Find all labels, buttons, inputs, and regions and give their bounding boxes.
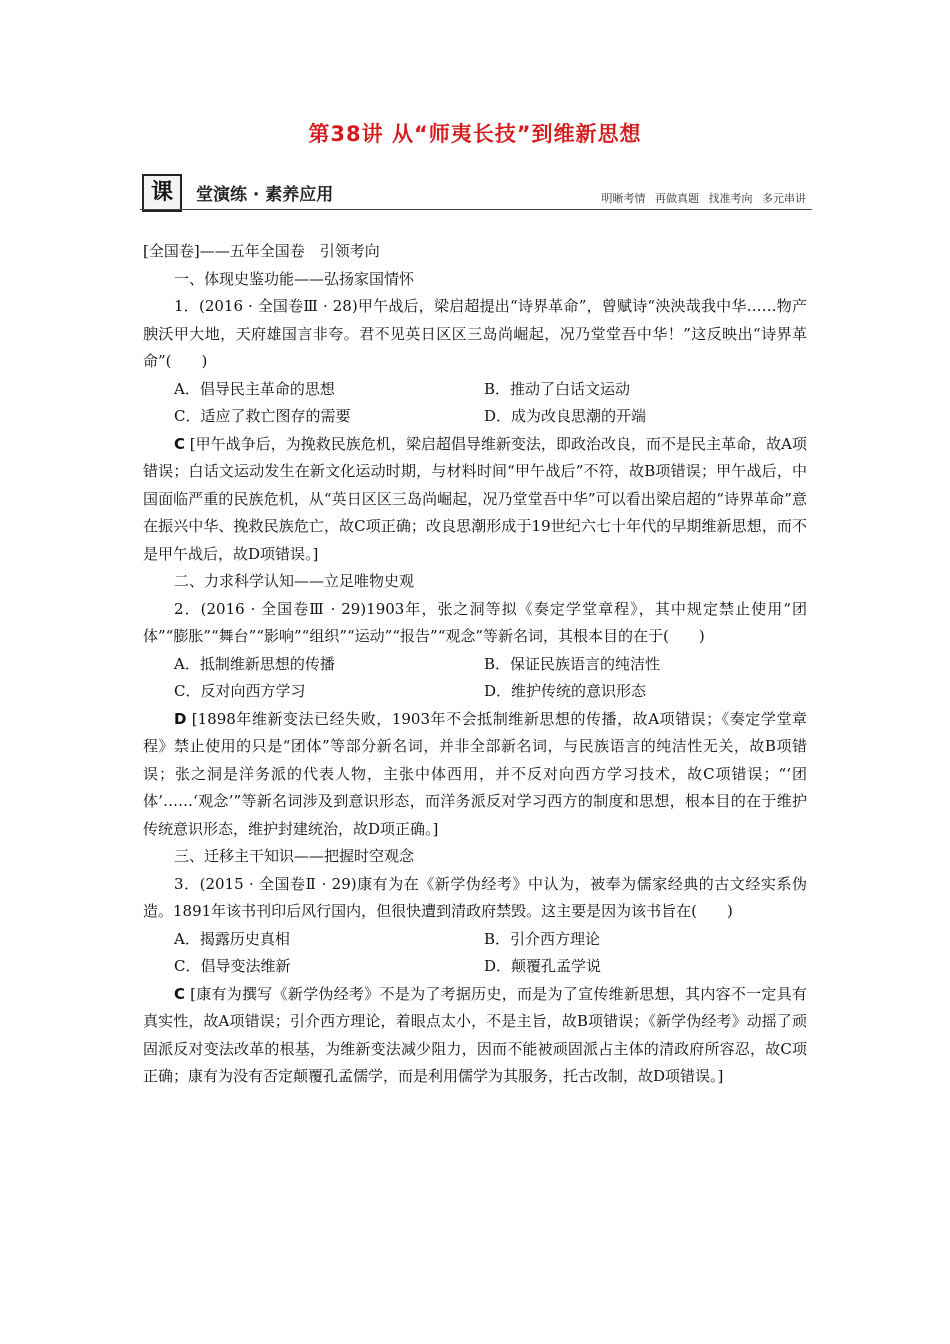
question-2: 2．(2016 · 全国卷Ⅲ · 29)1903年，张之洞等拟《奏定学堂章程》，其中规定禁止使用“团体”“膨胀”“舞台”“影响”“组织”“运动”“报告”“观念”等新名词，其根本目的在于( )	[143, 599, 807, 645]
answer-letter: D	[174, 709, 187, 728]
options-3	[143, 926, 807, 981]
banner-rule	[140, 209, 812, 210]
options-1	[143, 376, 807, 431]
question-1: 1．(2016 · 全国卷Ⅲ · 28)甲午战后，梁启超提出“诗界革命”，曾赋诗“泱泱哉我中华……物产腴沃甲大地，天府雄国言非夸。君不见英日区区三岛尚崛起，况乃堂堂吾中华！”这反映出“诗界革命”( )	[143, 297, 807, 370]
option-b: B．推动了白话文运动	[484, 379, 631, 398]
page-title: 第38讲 从“师夷长技”到维新思想	[308, 122, 642, 146]
part-heading: 二、力求科学认知——立足唯物史观	[174, 572, 415, 590]
option-a: A．倡导民主革命的思想	[174, 379, 335, 398]
section-banner	[140, 174, 812, 214]
section-title: [全国卷]——五年全国卷 引领考向	[143, 242, 380, 260]
answer-letter: C	[174, 434, 186, 453]
answer-2	[143, 706, 807, 844]
answer-letter: C	[174, 984, 186, 1003]
option-b: B．保证民族语言的纯洁性	[484, 654, 661, 673]
banner-subtitle: 堂演练 · 素养应用	[196, 185, 334, 205]
option-c: C．倡导变法维新	[174, 957, 291, 975]
banner-box: 课	[142, 174, 182, 212]
option-c: C．适应了救亡图存的需要	[174, 407, 351, 425]
option-a: A．揭露历史真相	[174, 929, 290, 948]
options-2	[143, 651, 807, 706]
option-d: D．成为改良思潮的开端	[484, 407, 647, 425]
option-b: B．引介西方理论	[484, 929, 601, 948]
answer-1	[143, 431, 807, 569]
option-d: D．颠覆孔孟学说	[484, 957, 602, 975]
option-a: A．抵制维新思想的传播	[174, 654, 335, 673]
part-heading: 一、体现史鉴功能——弘扬家国情怀	[174, 269, 415, 288]
answer-explanation: [康有为撰写《新学伪经考》不是为了考据历史，而是为了宣传维新思想，其内容不一定具有真实性，故A项错误；引介西方理论，着眼点太小，不是主旨，故B项错误；《新学伪经考》动摇了顽固派反对变法改革的根基，为维新变法减少阻力，因而不能被顽固派占主体的清政府所容忍，故C项正确；康有为没有否定颠覆孔孟儒学，而是利用儒学为其服务，托古改制，故D项错误。]	[143, 984, 807, 1085]
answer-explanation: [1898年维新变法已经失败，1903年不会抵制维新思想的传播，故A项错误；《奏定学堂章程》禁止使用的只是“团体”等部分新名词，并非全部新名词，与民族语言的纯洁性无关，故B项错误；张之洞是洋务派的代表人物，主张中体西用，并不反对向西方学习技术，故C项错误；“‘团体’……‘观念’”等新名词涉及到意识形态，而洋务派反对学习西方的制度和思想，根本目的在于维护传统意识形态，维护封建统治，故D项正确。]	[143, 709, 807, 838]
option-d: D．维护传统的意识形态	[484, 682, 647, 700]
option-c: C．反对向西方学习	[174, 682, 306, 700]
banner-tags: 明晰考情 再做真题 找准考向 多元串讲	[601, 192, 806, 205]
part-heading: 三、迁移主干知识——把握时空观念	[174, 847, 415, 865]
content	[143, 238, 807, 1091]
answer-explanation: [甲午战争后，为挽救民族危机，梁启超倡导维新变法，即政治改良，而不是民主革命，故A项错误；白话文运动发生在新文化运动时期，与材料时间“甲午战后”不符，故B项错误；甲午战后，中国面临严重的民族危机，从“英日区区三岛尚崛起，况乃堂堂吾中华”可以看出梁启超的“诗界革命”意在振兴中华、挽救民族危亡，故C项正确；改良思潮形成于19世纪六七十年代的早期维新思想，而不是甲午战后，故D项错误。]	[143, 434, 807, 563]
question-3: 3．(2015 · 全国卷Ⅱ · 29)康有为在《新学伪经考》中认为，被奉为儒家经典的古文经实系伪造。1891年该书刊印后风行国内，但很快遭到清政府禁毁。这主要是因为该书旨在( )	[143, 874, 807, 920]
answer-3	[143, 981, 807, 1091]
